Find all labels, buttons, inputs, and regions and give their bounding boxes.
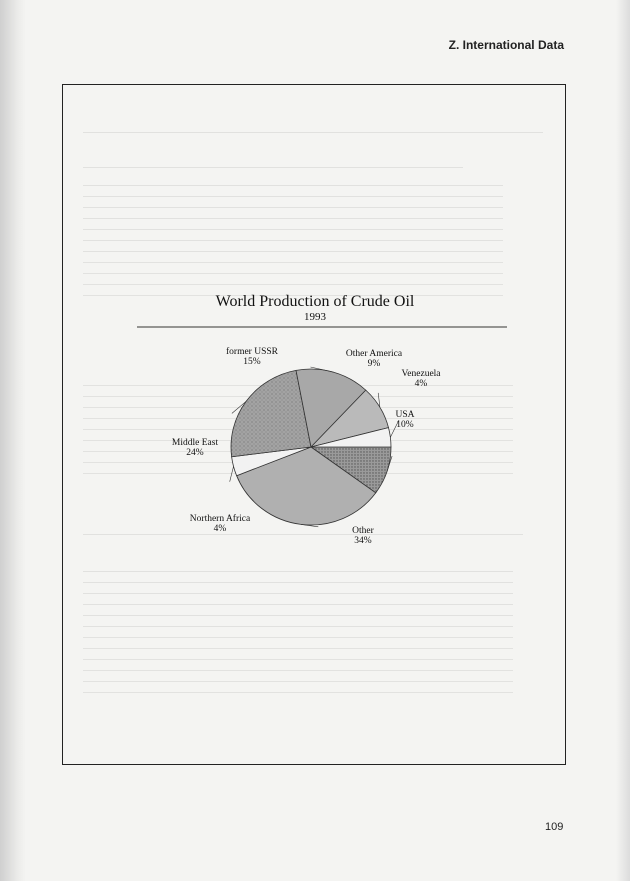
slice-label: Middle East (171, 438, 219, 448)
binding-shadow (0, 0, 26, 881)
pie-chart (63, 85, 565, 764)
chart-title: World Production of Crude Oil (215, 293, 415, 310)
section-title: Z. International Data (448, 38, 564, 52)
slice-label: former USSR (226, 347, 278, 357)
slice-label: Other (352, 526, 374, 536)
slice-label: Venezuela (401, 369, 441, 379)
slice-label: Other America (345, 349, 403, 359)
slice-label: USA (395, 410, 415, 420)
slice-value-label: 24% (186, 448, 204, 458)
leader-line (230, 466, 234, 481)
slice-value-label: 34% (354, 536, 372, 546)
slice-value-label: 15% (243, 357, 261, 367)
slice-value-label: 4% (213, 524, 227, 534)
chart-subtitle: 1993 (304, 311, 326, 323)
chart-frame (62, 84, 566, 765)
slice-value-label: 10% (396, 420, 414, 430)
page-number: 109 (545, 821, 564, 833)
slice-label: Northern Africa (189, 514, 251, 524)
slice-value-label: 9% (367, 359, 381, 369)
slice-value-label: 4% (414, 379, 428, 389)
page-edge-shadow (616, 0, 630, 881)
